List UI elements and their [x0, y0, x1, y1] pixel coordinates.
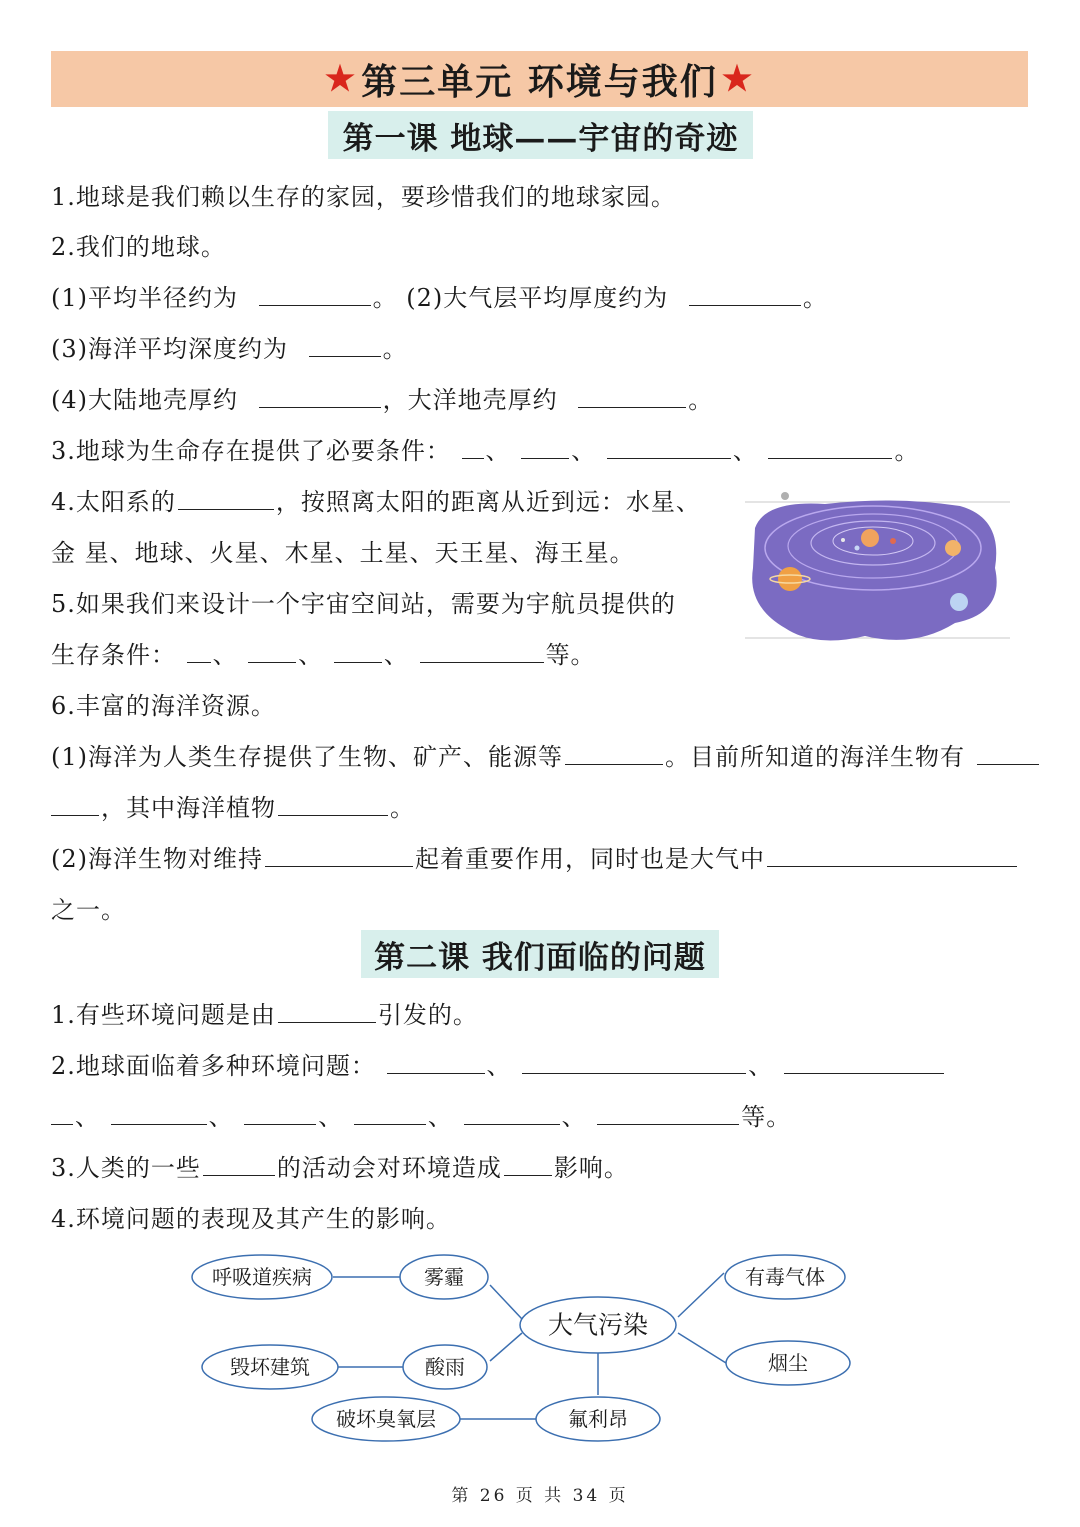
lesson1-q6-1: [51, 740, 1041, 774]
question-text: (1)平均半径约为: [51, 284, 238, 312]
question-text: (1)海洋为人类生存提供了生物、矿产、能源等: [51, 743, 563, 771]
separator: 、: [212, 641, 238, 669]
answer-blank[interactable]: [187, 638, 211, 663]
lesson1-q6-2: [51, 842, 1019, 876]
question-text: 等。: [545, 641, 596, 669]
label-haze: 雾霾: [424, 1265, 464, 1289]
question-text: 1.有些环境问题是由: [51, 1001, 276, 1029]
page-footer: [0, 1481, 1080, 1506]
pollution-diagram: [190, 1245, 860, 1445]
separator: 。: [894, 437, 920, 465]
answer-blank[interactable]: [51, 1100, 73, 1125]
answer-blank[interactable]: [265, 842, 413, 867]
answer-blank[interactable]: [259, 383, 381, 408]
lesson2-q4: [51, 1202, 451, 1236]
lesson1-title: [328, 111, 753, 159]
answer-blank[interactable]: [111, 1100, 207, 1125]
connector-line: [678, 1333, 726, 1363]
answer-blank[interactable]: [244, 1100, 316, 1125]
question-text: ，其中海洋植物: [101, 794, 276, 822]
label-acid-rain: 酸雨: [425, 1355, 465, 1379]
question-text: 影响。: [553, 1154, 629, 1182]
separator: 、: [732, 437, 758, 465]
question-text: ，大洋地壳厚约: [382, 386, 558, 414]
question-text: 3.人类的一些: [51, 1154, 201, 1182]
answer-blank[interactable]: [178, 485, 274, 510]
question-text: 生存条件：: [51, 641, 176, 669]
lesson1-q6: [51, 689, 276, 723]
answer-blank[interactable]: [309, 332, 381, 357]
unit-banner: [51, 51, 1028, 107]
separator: 、: [748, 1052, 774, 1080]
question-text: 4.太阳系的: [51, 488, 176, 516]
answer-blank[interactable]: [689, 281, 801, 306]
lesson2-q2: [51, 1049, 946, 1083]
lesson1-q1: [51, 180, 676, 214]
answer-blank[interactable]: [387, 1049, 485, 1074]
answer-blank[interactable]: [521, 434, 569, 459]
question-text: 。 (2)大气层平均厚度约为: [372, 284, 669, 312]
question-text: (4)大陆地壳厚约: [51, 386, 238, 414]
answer-blank[interactable]: [784, 1049, 944, 1074]
question-text: 4.环境问题的表现及其产生的影响。: [51, 1205, 451, 1233]
question-text: 引发的。: [377, 1001, 478, 1029]
label-respiratory: 呼吸道疾病: [212, 1265, 312, 1289]
lesson1-q2: [51, 230, 226, 264]
answer-blank[interactable]: [578, 383, 686, 408]
answer-blank[interactable]: [767, 842, 1017, 867]
lesson2-q3: [51, 1151, 629, 1185]
lesson1-q4-cont: [51, 536, 635, 570]
answer-blank[interactable]: [522, 1049, 746, 1074]
lesson2-title-text: 第二课 我们面临的问题: [374, 939, 706, 976]
answer-blank[interactable]: [334, 638, 382, 663]
separator: 、: [75, 1103, 100, 1131]
separator: 、: [383, 641, 409, 669]
answer-blank[interactable]: [278, 998, 376, 1023]
separator: 、: [486, 1052, 512, 1080]
answer-blank[interactable]: [354, 1100, 426, 1125]
label-dust: 烟尘: [768, 1351, 808, 1375]
answer-blank[interactable]: [464, 1100, 560, 1125]
lesson2-title: [361, 930, 719, 978]
solar-system-image: [745, 488, 1010, 653]
answer-blank[interactable]: [768, 434, 892, 459]
answer-blank[interactable]: [248, 638, 296, 663]
label-center: 大气污染: [547, 1310, 649, 1340]
question-text: (2)海洋生物对维持: [51, 845, 263, 873]
answer-blank[interactable]: [420, 638, 544, 663]
question-text: 。目前所知道的海洋生物有: [665, 743, 965, 771]
answer-blank[interactable]: [607, 434, 731, 459]
separator: 、: [427, 1103, 453, 1131]
question-text: 6.丰富的海洋资源。: [51, 692, 276, 720]
lesson1-title-text: 第一课 地球——宇宙的奇迹: [342, 120, 739, 157]
label-buildings: 毁坏建筑: [230, 1355, 310, 1379]
star-icon: ★: [721, 59, 755, 99]
lesson1-q6-1-cont: [51, 791, 415, 825]
question-text: 5.如果我们来设计一个宇宙空间站，需要为宇航员提供的: [51, 590, 676, 618]
connector-line: [678, 1273, 724, 1317]
question-text: 起着重要作用，同时也是大气中: [415, 845, 765, 873]
page-number: 第 26 页 共 34 页: [451, 1486, 629, 1506]
lesson1-q2-3: [51, 332, 408, 366]
lesson1-q2-4: [51, 383, 713, 417]
lesson1-q2-1: [51, 281, 828, 315]
answer-blank[interactable]: [565, 740, 663, 765]
connector-line: [490, 1333, 522, 1361]
question-text: 。: [382, 335, 408, 363]
separator: 、: [571, 437, 597, 465]
question-text: 之一。: [51, 896, 126, 924]
lesson2-q1: [51, 998, 478, 1032]
separator: 、: [485, 437, 511, 465]
question-text: 的活动会对环境造成: [276, 1154, 502, 1182]
label-toxic-gas: 有毒气体: [745, 1265, 825, 1289]
question-text: 。: [390, 794, 415, 822]
answer-blank[interactable]: [51, 791, 99, 816]
question-text: ，按照离太阳的距离从近到远：水星、: [275, 488, 701, 516]
separator: 、: [561, 1103, 587, 1131]
lesson1-q3: [51, 434, 919, 468]
question-text: 。: [688, 386, 714, 414]
question-text: 2.地球面临着多种环境问题：: [51, 1052, 376, 1080]
separator: 、: [298, 641, 324, 669]
answer-blank[interactable]: [278, 791, 388, 816]
answer-blank[interactable]: [259, 281, 371, 306]
question-text: 金 星、地球、火星、木星、土星、天王星、海王星。: [51, 539, 635, 567]
label-ozone: 破坏臭氧层: [336, 1407, 436, 1431]
question-text: (3)海洋平均深度约为: [51, 335, 288, 363]
answer-blank[interactable]: [504, 1151, 552, 1176]
question-text: 等。: [741, 1103, 792, 1131]
answer-blank[interactable]: [977, 740, 1039, 765]
lesson1-q4: [51, 485, 701, 519]
lesson1-q5-cont: [51, 638, 596, 672]
question-text: 3.地球为生命存在提供了必要条件：: [51, 437, 451, 465]
lesson1-q6-2-cont: [51, 893, 126, 927]
answer-blank[interactable]: [462, 434, 484, 459]
answer-blank[interactable]: [203, 1151, 275, 1176]
separator: 、: [208, 1103, 234, 1131]
connector-line: [490, 1285, 522, 1319]
separator: 、: [318, 1103, 344, 1131]
lesson1-q5: [51, 587, 676, 621]
star-icon: ★: [324, 59, 358, 99]
unit-title: 第三单元 环境与我们: [361, 60, 718, 103]
label-freon: 氟利昂: [568, 1407, 628, 1431]
lesson2-q2-cont: [51, 1100, 791, 1134]
answer-blank[interactable]: [597, 1100, 739, 1125]
lesson1-q1-text: 1.地球是我们赖以生存的家园，要珍惜我们的地球家园。: [51, 183, 676, 211]
lesson1-q2-text: 2.我们的地球。: [51, 233, 226, 261]
question-text: 。: [802, 284, 828, 312]
